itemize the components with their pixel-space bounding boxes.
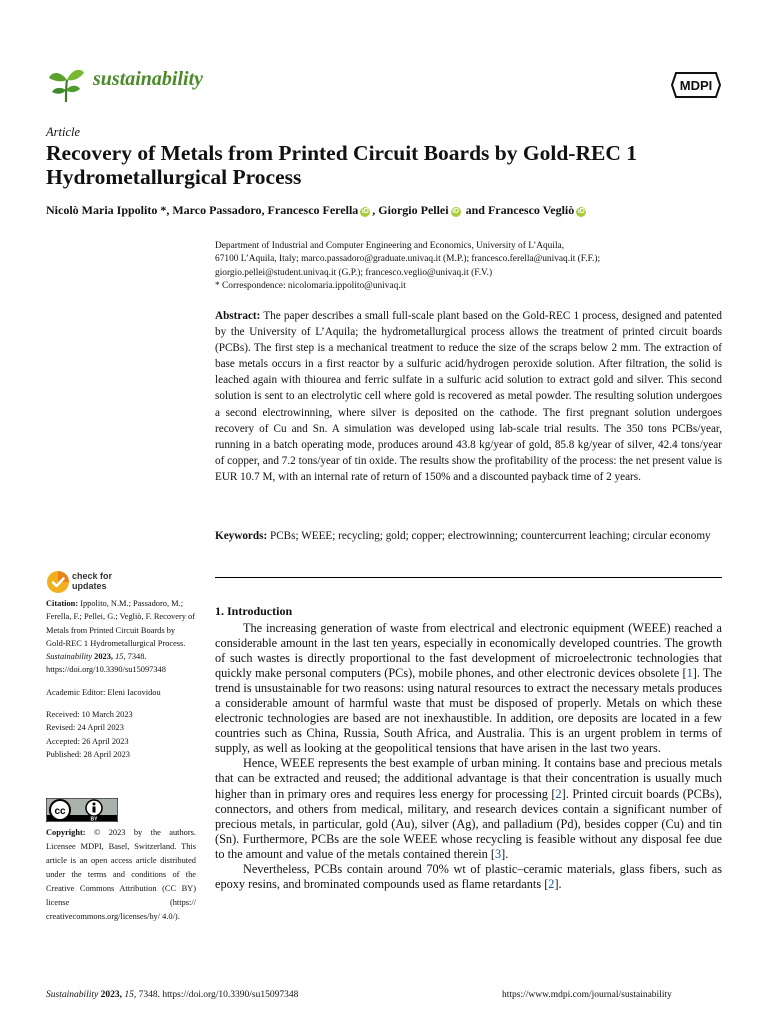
check-for-updates-label bbox=[72, 571, 112, 591]
section-heading-introduction: 1. Introduction bbox=[215, 604, 293, 618]
abstract-label: Abstract: bbox=[215, 310, 261, 322]
paragraph bbox=[215, 621, 722, 756]
article-sidebar bbox=[46, 597, 196, 761]
footer-journal-url[interactable]: https://www.mdpi.com/journal/sustainability bbox=[502, 990, 672, 1000]
paragraph-text: Nevertheless, PCBs contain around 70% wt of plastic–ceramic materials, glass fibers, such as epoxy resins, and brominated compounds used as flame retardants [ bbox=[215, 861, 722, 891]
paragraph-text: ]. The trend is unsustainable for two reasons: using natural resources to extract the necessary metals produces a considerable amount of harmful waste that must be disposed of properly. Metals on which these electronic technologies are based are not inexhaustible. In addition, ore deposits are located in a few countries such as China, Russia, South Africa, and Australia. This is an urgent problem in terms of supply, as well as looking at the geopolitical tensions that have arisen in the last two years. bbox=[215, 666, 722, 756]
orcid-icon[interactable]: iD bbox=[361, 208, 369, 215]
citation-journal: Sustainability bbox=[46, 652, 93, 662]
keywords-label: Keywords: bbox=[215, 530, 268, 542]
abstract bbox=[215, 308, 722, 485]
citation-label: Citation: bbox=[46, 599, 79, 608]
mdpi-logo-icon bbox=[666, 71, 721, 99]
paragraph-text: ]. Printed circuit boards (PCBs), connectors, and others from medical, military, and research devices contain a significant number of precious metals, in particular, gold (Au), silver (Ag), and palladium (Pd), besides copper (Cu) and tin (Sn). Furthermore, PCBs are the sole WEEE whose recycling is feasible without any disposal fee due to the amount and value of the metals contained therein [ bbox=[215, 786, 722, 861]
section-divider bbox=[215, 577, 722, 578]
citation-year: 2023, bbox=[94, 652, 113, 662]
author-list bbox=[46, 203, 726, 218]
paragraph bbox=[215, 756, 722, 861]
citation-block bbox=[46, 597, 196, 677]
cc-by-label: BY bbox=[90, 816, 98, 822]
mdpi-logo-text: MDPI bbox=[679, 78, 713, 93]
paragraph-text: ]. bbox=[554, 876, 562, 891]
sustainability-logo-icon bbox=[46, 64, 86, 104]
journal-name: sustainability bbox=[93, 68, 204, 90]
copyright-notice bbox=[46, 826, 196, 924]
affiliation-line: giorgio.pellei@student.univaq.it (G.P.); francesco.veglio@univaq.it (F.V.) bbox=[215, 267, 493, 278]
received-date: Received: 10 March 2023 bbox=[46, 710, 133, 720]
paragraph-text: ]. bbox=[501, 846, 509, 861]
check-for-updates-button[interactable] bbox=[46, 570, 136, 594]
citation-link[interactable]: 2 bbox=[555, 786, 562, 801]
academic-editor: Academic Editor: Eleni Iacovidou bbox=[46, 687, 161, 697]
accepted-date: Accepted: 26 April 2023 bbox=[46, 736, 129, 746]
footer-doi-link[interactable]: 7348. https://doi.org/10.3390/su15097348 bbox=[138, 990, 299, 1000]
citation-page: 7348. bbox=[127, 652, 147, 662]
abstract-text: The paper describes a small full-scale plant based on the Gold-REC 1 process, designed and patented by the University of L’Aquila; the hydrometallurgical process allows the treatment of printed circuit boards (PCBs). The first step is a mechanical treatment to reduce the size of the scraps below 2 mm. The extraction of base metals occurs in a first reactor by a sulfuric acid/hydrogen peroxide solution. After filtration, the solid is leached again with thiourea and ferric sulfate in a sulfuric acid solution to extract gold and silver. This second solution is sent to an electrolytic cell where gold is recovered as metal powder. The resulting solution undergoes a second electrowinning, where silver is deposited on the cathode. The first pregnant solution undergoes recovery of Cu and Sn. A simulation was developed using lab-scale trial results. The 350 tons PCBs/year, running in a batch operating mode, produces around 43.8 kg/year of gold, 85.8 kg/year of silver, 42.4 tons/year of copper, and 7.2 tons/year of tin oxide. The results show the profitability of the process: the net present value is EUR 10.7 M, with an internal rate of return of 150% and a discounted payback time of 2 years. bbox=[215, 310, 722, 483]
footer-year: 2023, bbox=[100, 990, 122, 1000]
published-date: Published: 28 April 2023 bbox=[46, 749, 130, 759]
affiliation-line: 67100 L’Aquila, Italy; marco.passadoro@graduate.univaq.it (M.P.); francesco.ferella@univaq.it (F.F.); bbox=[215, 254, 601, 265]
correspondence-line: * Correspondence: nicolomaria.ippolito@univaq.it bbox=[215, 281, 406, 292]
article-type: Article bbox=[46, 125, 81, 139]
check-for-updates-icon bbox=[46, 570, 70, 594]
svg-text:cc: cc bbox=[54, 806, 66, 817]
paragraph bbox=[215, 862, 722, 892]
revised-date: Revised: 24 April 2023 bbox=[46, 723, 124, 733]
citation-text: Ippolito, N.M.; Passadoro, M.; Ferella, F.; Pellei, G.; Vegliò, F. Recovery of Metals from Printed Circuit Boards by Gold-REC 1 Hydrometallurgical Process. bbox=[46, 599, 195, 648]
authors-part-2: , Giorgio Pellei bbox=[372, 203, 449, 217]
page-title: Recovery of Metals from Printed Circuit Boards by Gold-REC 1 Hydrometallurgical Process bbox=[46, 141, 637, 189]
copyright-label: Copyright: bbox=[46, 828, 86, 837]
citation-link[interactable]: 2 bbox=[548, 876, 555, 891]
affiliation-block bbox=[215, 240, 723, 294]
footer-volume: 15, bbox=[124, 990, 137, 1000]
orcid-icon[interactable]: iD bbox=[577, 208, 585, 215]
authors-part-3: and Francesco Vegliò bbox=[462, 203, 575, 217]
orcid-icon[interactable]: iD bbox=[452, 208, 460, 215]
affiliation-line: Department of Industrial and Computer Engineering and Economics, University of L’Aquila, bbox=[215, 241, 565, 251]
keywords bbox=[215, 529, 722, 545]
citation-link[interactable]: 3 bbox=[495, 846, 502, 861]
cc-by-license-icon[interactable] bbox=[46, 798, 118, 822]
citation-volume: 15, bbox=[115, 652, 126, 662]
introduction-body bbox=[215, 621, 722, 892]
citation-link[interactable]: 1 bbox=[686, 666, 693, 681]
keywords-text: PCBs; WEEE; recycling; gold; copper; electrowinning; countercurrent leaching; circular economy bbox=[270, 530, 711, 542]
footer-citation bbox=[46, 990, 298, 1000]
authors-part-1: Nicolò Maria Ippolito *, Marco Passadoro, Francesco Ferella bbox=[46, 203, 359, 217]
footer-journal: Sustainability bbox=[46, 990, 99, 1000]
check-line-2: updates bbox=[72, 581, 107, 591]
paragraph-text: The increasing generation of waste from electrical and electronic equipment (WEEE) reached a considerable amount in the last ten years, especially in economically developed countries. The growth of such wastes is directly proportional to the fast development of microelectronic technologies that quickly make personal computers (PCs), mobile phones, and other electronic devices obsolete [ bbox=[215, 621, 722, 681]
copyright-text: © 2023 by the authors. Licensee MDPI, Basel, Switzerland. This article is an open access article distributed under the terms and conditions of the Creative Commons Attribution (CC BY) license (https:// creativecommons.org/licenses/by/ 4.0/). bbox=[46, 828, 197, 921]
check-line-1: check for bbox=[72, 571, 113, 581]
paragraph-text: Hence, WEEE represents the best example of urban mining. It contains base and precious metals that can be extracted and reused; the additional advantage is that their concentration is usually much higher than in primary ores and requires less energy for processing [ bbox=[215, 756, 722, 801]
citation-doi-link[interactable]: https://doi.org/10.3390/su15097348 bbox=[46, 665, 166, 675]
